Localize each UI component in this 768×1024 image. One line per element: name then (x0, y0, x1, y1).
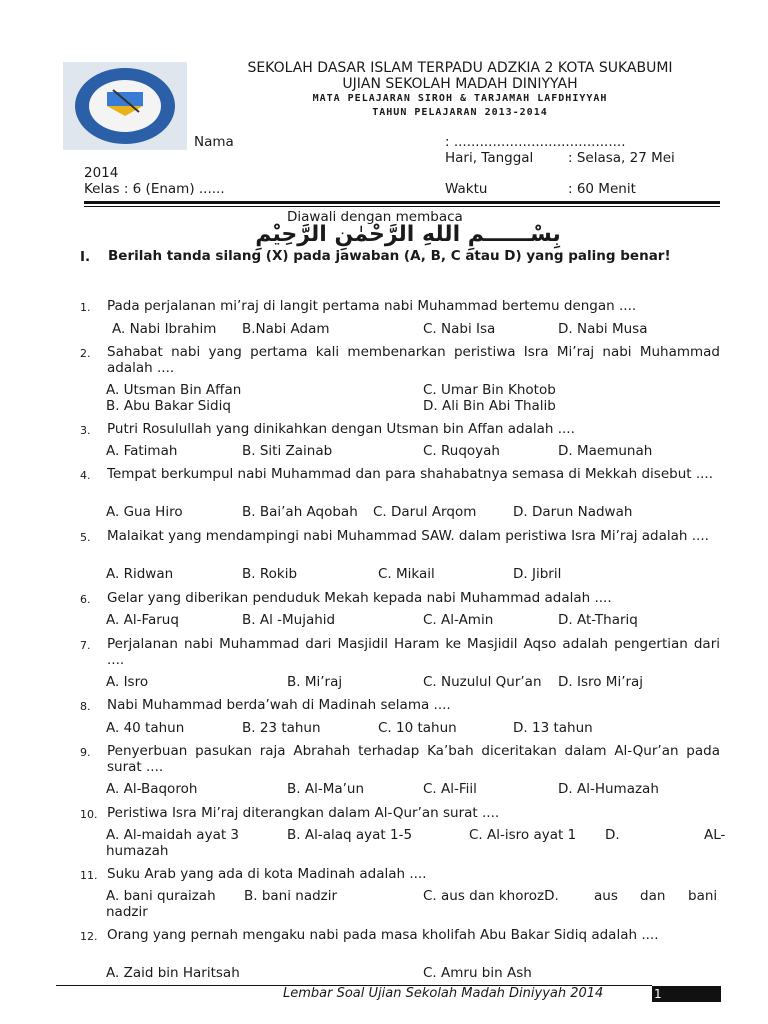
answer-option[interactable]: B. Al-alaq ayat 1-5 (287, 827, 413, 843)
waktu-label: Waktu (445, 181, 488, 197)
answer-option[interactable]: A. Al-maidah ayat 3 (106, 827, 240, 843)
question-text: Malaikat yang mendampingi nabi Muhammad SAW. dalam peristiwa Isra Mi’raj adalah .... (107, 528, 709, 544)
question-text: Putri Rosulullah yang dinikahkan dengan Utsman bin Affan adalah .... (107, 421, 575, 437)
header-divider-thin (84, 206, 720, 207)
answer-option[interactable]: C. Nabi Isa (423, 321, 496, 337)
answer-option[interactable]: D. Al-Humazah (558, 781, 659, 797)
question-number: 11. (80, 869, 98, 882)
question-text: Suku Arab yang ada di kota Madinah adalah .... (107, 866, 427, 882)
question-text: Gelar yang diberikan penduduk Mekah kepada nabi Muhammad adalah .... (107, 590, 612, 606)
answer-option[interactable]: B. Rokib (242, 566, 298, 582)
answer-option[interactable]: C. Al-Fiil (423, 781, 477, 797)
question-text: Orang yang pernah mengaku nabi pada masa kholifah Abu Bakar Sidiq adalah .... (107, 927, 659, 943)
nama-field[interactable]: : ........................................ (445, 134, 626, 150)
answer-option[interactable]: A. Fatimah (106, 443, 178, 459)
answer-option[interactable]: A. Gua Hiro (106, 504, 183, 520)
answer-option[interactable]: A. Utsman Bin Affan (106, 382, 242, 398)
answer-option[interactable]: bani (688, 888, 718, 904)
section-instruction: Berilah tanda silang (X) pada jawaban (A, B, C atau D) yang paling benar! (108, 248, 671, 264)
question-text: Peristiwa Isra Mi’raj diterangkan dalam Al-Qur’an surat .... (107, 805, 500, 821)
answer-option[interactable]: D. Ali Bin Abi Thalib (423, 398, 556, 414)
school-name: SEKOLAH DASAR ISLAM TERPADU ADZKIA 2 KOTA SUKABUMI (247, 60, 673, 76)
opening-text: Diawali dengan membaca (287, 209, 463, 225)
answer-option[interactable]: B. Al-Ma’un (287, 781, 365, 797)
answer-option[interactable]: AL- (704, 827, 726, 843)
answer-option[interactable]: D. Darun Nadwah (513, 504, 633, 520)
question-number: 12. (80, 930, 98, 943)
question-text: Perjalanan nabi Muhammad dari Masjidil Haram ke Masjidil Aqso adalah pengertian dari .... (107, 636, 720, 668)
answer-option[interactable]: A. Al-Baqoroh (106, 781, 198, 797)
academic-year: TAHUN PELAJARAN 2013-2014 (372, 107, 548, 118)
hari-value: : Selasa, 27 Mei (568, 150, 675, 166)
answer-option[interactable]: humazah (106, 843, 169, 859)
answer-option[interactable]: D. Isro Mi’raj (558, 674, 644, 690)
answer-option[interactable]: C. Ruqoyah (423, 443, 500, 459)
answer-option[interactable]: B. Bai’ah Aqobah (242, 504, 358, 520)
question-text: Tempat berkumpul nabi Muhammad dan para shahabatnya semasa di Mekkah disebut .... (107, 466, 714, 482)
answer-option[interactable]: A. Nabi Ibrahim (112, 321, 217, 337)
answer-option[interactable]: D. Maemunah (558, 443, 653, 459)
answer-option[interactable]: dan (640, 888, 666, 904)
question-number: 6. (80, 593, 91, 606)
answer-option[interactable]: B. 23 tahun (242, 720, 321, 736)
question-number: 8. (80, 700, 91, 713)
answer-option[interactable]: A. 40 tahun (106, 720, 185, 736)
question-number: 1. (80, 301, 91, 314)
answer-option[interactable]: D. Jibril (513, 566, 562, 582)
kelas-label: Kelas : 6 (Enam) ...... (84, 181, 225, 197)
answer-option[interactable]: C. Mikail (378, 566, 435, 582)
answer-option[interactable]: C. Darul Arqom (373, 504, 477, 520)
question-number: 7. (80, 639, 91, 652)
answer-option[interactable]: D. At-Thariq (558, 612, 638, 628)
subject-name: MATA PELAJARAN SIROH & TARJAMAH LAFDHIYYAH (312, 93, 608, 104)
hari-label: Hari, Tanggal (445, 150, 534, 166)
answer-option[interactable]: D. Nabi Musa (558, 321, 648, 337)
answer-option[interactable]: D. 13 tahun (513, 720, 593, 736)
answer-option[interactable]: C. Nuzulul Qur’an (423, 674, 542, 690)
answer-option[interactable]: A. bani quraizah (106, 888, 216, 904)
question-number: 2. (80, 347, 91, 360)
answer-option[interactable]: B. Mi’raj (287, 674, 343, 690)
answer-option[interactable]: C. aus dan khorozD. (423, 888, 559, 904)
answer-option[interactable]: B. Al -Mujahid (242, 612, 336, 628)
question-number: 9. (80, 746, 91, 759)
answer-option[interactable]: C. Amru bin Ash (423, 965, 532, 981)
answer-option[interactable]: A. Isro (106, 674, 149, 690)
question-text: Sahabat nabi yang pertama kali membenarkan peristiwa Isra Mi’raj nabi Muhammad adalah .... (107, 344, 720, 376)
question-number: 10. (80, 808, 98, 821)
question-number: 4. (80, 469, 91, 482)
question-text: Pada perjalanan mi’raj di langit pertama nabi Muhammad bertemu dengan .... (107, 298, 637, 314)
basmalah: بِسْــــــمِ اللهِ الرَّحْمٰنِ الرَّحِيْمِ (255, 222, 561, 247)
answer-option[interactable]: C. Al-Amin (423, 612, 494, 628)
answer-option[interactable]: C. 10 tahun (378, 720, 457, 736)
header-divider-thick (84, 201, 720, 204)
year-wrap: 2014 (84, 165, 119, 181)
answer-option[interactable]: C. Al-isro ayat 1 (469, 827, 577, 843)
answer-option[interactable]: aus (594, 888, 618, 904)
footer-text: Lembar Soal Ujian Sekolah Madah Diniyyah 2014 (283, 986, 604, 1001)
answer-option[interactable]: B. bani nadzir (244, 888, 338, 904)
answer-option[interactable]: D. (605, 827, 620, 843)
answer-option[interactable]: C. Umar Bin Khotob (423, 382, 556, 398)
answer-option[interactable]: nadzir (106, 904, 148, 920)
answer-option[interactable]: B. Abu Bakar Sidiq (106, 398, 231, 414)
question-number: 3. (80, 424, 91, 437)
question-text: Penyerbuan pasukan raja Abrahah terhadap Ka’bah diceritakan dalam Al-Qur’an pada surat .... (107, 743, 720, 775)
question-text: Nabi Muhammad berda’wah di Madinah selama .... (107, 697, 451, 713)
answer-option[interactable]: B. Siti Zainab (242, 443, 333, 459)
waktu-value: : 60 Menit (568, 181, 636, 197)
answer-option[interactable]: A. Ridwan (106, 566, 174, 582)
answer-option[interactable]: B.Nabi Adam (242, 321, 330, 337)
exam-name: UJIAN SEKOLAH MADAH DINIYYAH (342, 76, 578, 92)
page-number: 1 (652, 986, 721, 1002)
section-number: I. (80, 249, 91, 265)
answer-option[interactable]: A. Al-Faruq (106, 612, 179, 628)
nama-label: Nama (194, 134, 234, 150)
answer-option[interactable]: A. Zaid bin Haritsah (106, 965, 240, 981)
question-number: 5. (80, 531, 91, 544)
